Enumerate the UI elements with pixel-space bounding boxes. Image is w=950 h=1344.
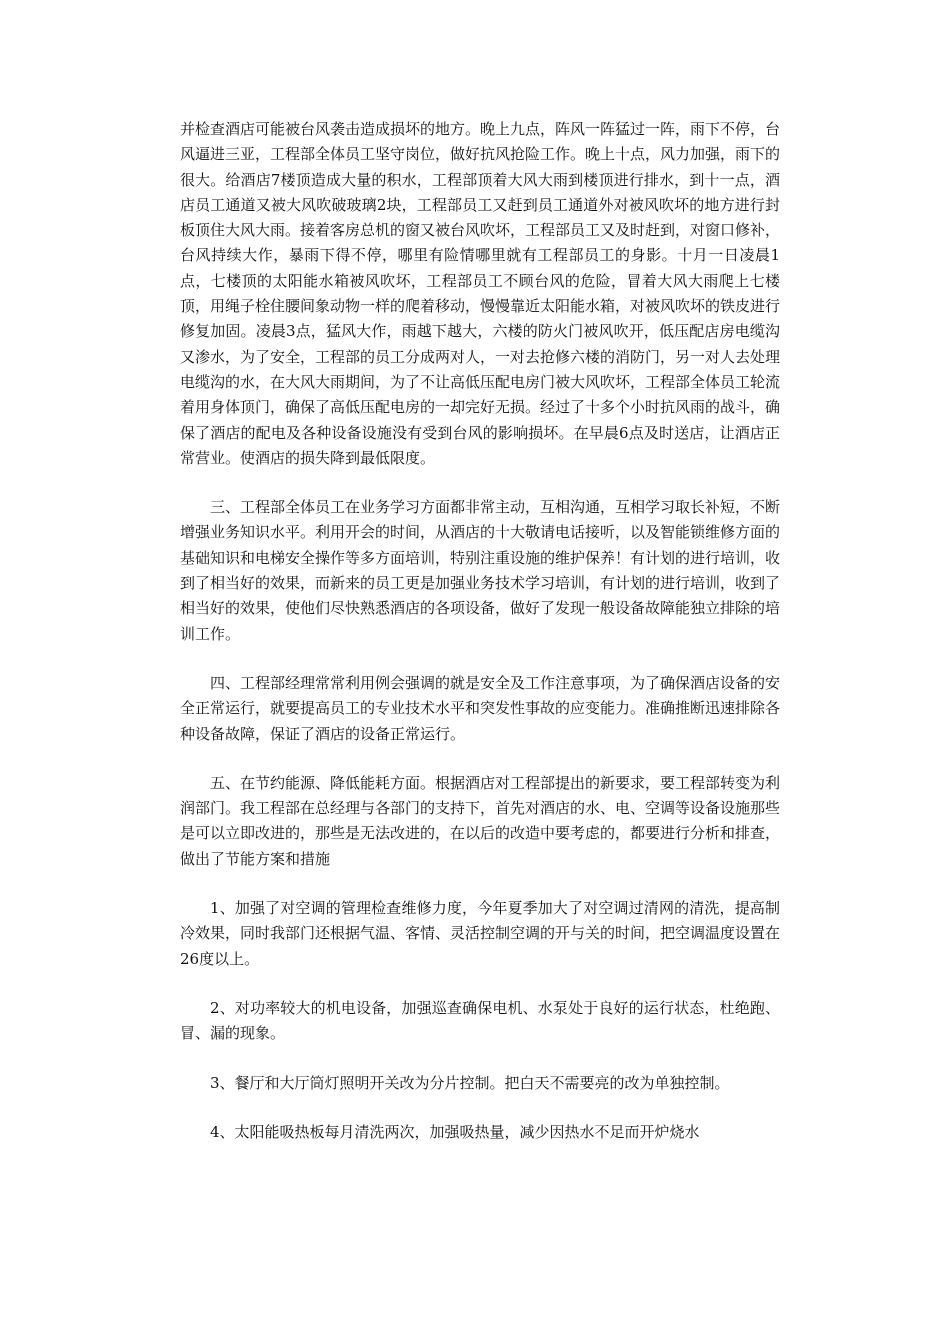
paragraph-typhoon-response: 并检查酒店可能被台风袭击造成损坏的地方。晚上九点，阵风一阵猛过一阵，雨下不停，台风逼进三亚，工程部全体员工坚守岗位，做好抗风抢险工作。晚上十点，风力加强，雨下的很大。给酒店7楼顶造成大量的积水，工程部顶着大风大雨到楼顶进行排水，到十一点，酒店员工通道又被大风吹破玻璃2块，工程部员工又赶到员工通道外对被风吹坏的地方进行封板顶住大风大雨。接着客房总机的窗又被台风吹坏，工程部员工又及时赶到，对窗口修补，台风持续大作，暴雨下得不停，哪里有险情哪里就有工程部员工的身影。十月一日凌晨1点，七楼顶的太阳能水箱被风吹坏，工程部员工不顾台风的危险，冒着大风大雨爬上七楼顶，用绳子栓住腰间象动物一样的爬着移动，慢慢靠近太阳能水箱，对被风吹坏的铁皮进行修复加固。凌晨3点，猛风大作，雨越下越大，六楼的防火门被风吹开，低压配店房电缆沟又渗水，为了安全，工程部的员工分成两对人，一对去抢修六楼的消防门，另一对人去处理电缆沟的水，在大风大雨期间，为了不让高低压配电房门被大风吹坏，工程部全体员工轮流着用身体顶门，确保了高低压配电房的一却完好无损。经过了十多个小时抗风雨的战斗，确保了酒店的配电及各种设备设施没有受到台风的影响损坏。在早晨6点及时送店，让酒店正常营业。使酒店的损失降到最低限度。 xyxy=(180,120,781,467)
paragraph-item-3-lighting: 3、餐厅和大厅筒灯照明开关改为分片控制。把白天不需要亮的改为单独控制。 xyxy=(210,1073,730,1092)
paragraph-section-four-safety: 四、工程部经理常常利用例会强调的就是安全及工作注意事项，为了确保酒店设备的安全正常运行，就要提高员工的专业技术水平和突发性事故的应变能力。准确推断迅速排除各种设备故障，保证了酒店的设备正常运行。 xyxy=(180,673,781,743)
document-page xyxy=(180,117,780,1169)
paragraph-item-2-equipment: 2、对功率较大的机电设备，加强巡查确保电机、水泵处于良好的运行状态，杜绝跑、冒、漏的现象。 xyxy=(180,998,780,1043)
paragraph-section-five-energy: 五、在节约能源、降低能耗方面。根据酒店对工程部提出的新要求，要工程部转变为利润部门。我工程部在总经理与各部门的支持下，首先对酒店的水、电、空调等设备设施那些是可以立即改进的，那些是无法改进的，在以后的改造中要考虑的，都要进行分析和排查，做出了节能方案和措施 xyxy=(180,773,781,868)
paragraph-item-4-solar: 4、太阳能吸热板每月清洗两次，加强吸热量，减少因热水不足而开炉烧水 xyxy=(210,1122,700,1141)
paragraph-section-three-training: 三、工程部全体员工在业务学习方面都非常主动，互相沟通，互相学习取长补短，不断增强业务知识水平。利用开会的时间，从酒店的十大敬请电话接听，以及智能锁维修方面的基础知识和电梯安全操作等多方面培训，特别注重设施的维护保养！有计划的进行培训，收到了相当好的效果，而新来的员工更是加强业务技术学习培训，有计划的进行培训，收到了相当好的效果，使他们尽快熟悉酒店的各项设备，做好了发现一般设备故障能独立排除的培训工作。 xyxy=(180,498,781,643)
paragraph-item-1-aircon: 1、加强了对空调的管理检查维修力度，今年夏季加大了对空调过清网的清洗，提高制冷效果，同时我部门还根据气温、客情、灵活控制空调的开与关的时间，把空调温度设置在26度以上。 xyxy=(180,899,781,968)
